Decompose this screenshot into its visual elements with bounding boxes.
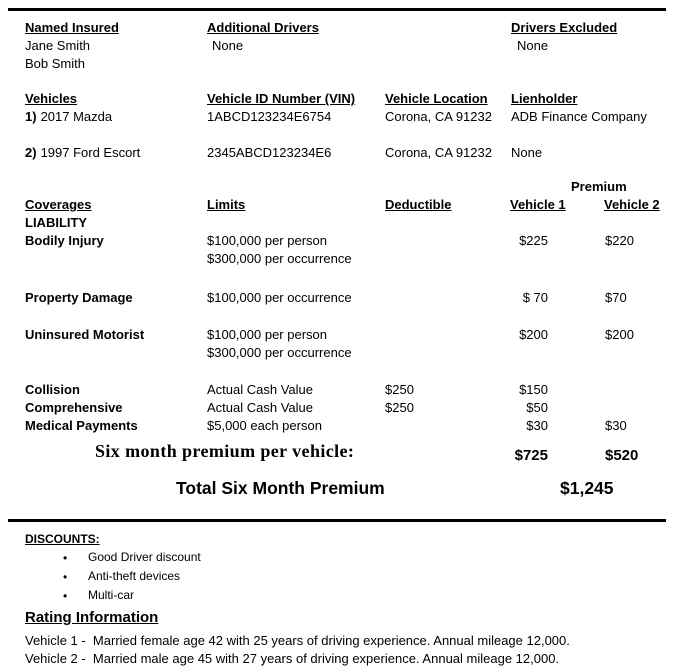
- discount-item-good-driver: Good Driver discount: [88, 550, 201, 564]
- comprehensive-deductible: $250: [385, 400, 414, 415]
- bodily-injury-limit-1: $100,000 per person: [207, 233, 327, 248]
- uninsured-motorist-limit-1: $100,000 per person: [207, 327, 327, 342]
- vehicle-location-heading: Vehicle Location: [385, 91, 488, 106]
- vehicles-heading: Vehicles: [25, 91, 78, 106]
- additional-drivers-value: None: [212, 38, 244, 53]
- coverage-comprehensive: Comprehensive: [25, 400, 123, 415]
- drivers-excluded-value: None: [517, 38, 549, 53]
- vehicle-row-2-lienholder: None: [511, 145, 543, 160]
- coverage-collision: Collision: [25, 382, 80, 397]
- property-damage-premium-v2: $70: [605, 290, 627, 305]
- coverage-property-damage: Property Damage: [25, 290, 133, 305]
- vin-heading: Vehicle ID Number (VIN): [207, 91, 356, 106]
- coverages-header: Coverages: [25, 197, 92, 212]
- six-month-premium-v1: $725: [514, 447, 548, 464]
- rating-line-vehicle-1: Vehicle 1 - Married female age 42 with 25 years of driving experience. Annual mileage 12,000.: [25, 633, 570, 648]
- named-insured-heading: Named Insured: [25, 20, 119, 35]
- collision-premium-v1: $150: [519, 382, 548, 397]
- vehicle1-header: Vehicle 1: [510, 197, 566, 212]
- coverage-medical-payments: Medical Payments: [25, 418, 138, 433]
- premium-label: Premium: [571, 179, 627, 194]
- rating-information-heading: Rating Information: [25, 609, 159, 626]
- drivers-excluded-heading: Drivers Excluded: [511, 20, 618, 35]
- vehicle-2-model: 1997 Ford Escort: [40, 145, 141, 160]
- total-premium-value: $1,245: [560, 478, 614, 498]
- bullet-icon: •: [63, 551, 68, 565]
- liability-section-label: LIABILITY: [25, 215, 88, 230]
- additional-drivers-heading: Additional Drivers: [207, 20, 319, 35]
- property-damage-premium-v1: $ 70: [522, 290, 548, 305]
- collision-deductible: $250: [385, 382, 414, 397]
- uninsured-motorist-limit-2: $300,000 per occurrence: [207, 345, 352, 360]
- vehicle-row-2-name: [25, 145, 140, 160]
- vehicle-row-1-lienholder: ADB Finance Company: [511, 109, 647, 124]
- top-rule: [8, 8, 666, 11]
- named-insured-name-1: Jane Smith: [25, 38, 91, 53]
- collision-limit: Actual Cash Value: [207, 382, 313, 397]
- vehicle-2-number: 2): [25, 145, 37, 160]
- medical-payments-premium-v2: $30: [605, 418, 627, 433]
- comprehensive-limit: Actual Cash Value: [207, 400, 313, 415]
- vehicle-row-1-location: Corona, CA 91232: [385, 109, 492, 124]
- vehicle-row-1-name: [25, 109, 112, 124]
- bullet-icon: •: [63, 589, 68, 603]
- vehicle-row-2-vin: 2345ABCD123234E6: [207, 145, 332, 160]
- medical-payments-limit: $5,000 each person: [207, 418, 322, 433]
- vehicle-row-2-location: Corona, CA 91232: [385, 145, 492, 160]
- uninsured-motorist-premium-v2: $200: [605, 327, 634, 342]
- total-premium-label: Total Six Month Premium: [176, 478, 385, 498]
- deductible-header: Deductible: [385, 197, 452, 212]
- named-insured-name-2: Bob Smith: [25, 56, 85, 71]
- discount-item-multi-car: Multi-car: [88, 588, 135, 602]
- vehicle-row-1-vin: 1ABCD123234E6754: [207, 109, 332, 124]
- coverage-bodily-injury: Bodily Injury: [25, 233, 104, 248]
- limits-header: Limits: [207, 197, 246, 212]
- separator-rule: [8, 519, 666, 522]
- coverage-uninsured-motorist: Uninsured Motorist: [25, 327, 145, 342]
- bodily-injury-premium-v1: $225: [519, 233, 548, 248]
- vehicle-1-model: 2017 Mazda: [40, 109, 113, 124]
- vehicle-1-number: 1): [25, 109, 37, 124]
- rating-line-vehicle-2: Vehicle 2 - Married male age 45 with 27 years of driving experience. Annual mileage 12,000.: [25, 651, 560, 666]
- uninsured-motorist-premium-v1: $200: [519, 327, 548, 342]
- comprehensive-premium-v1: $50: [526, 400, 548, 415]
- six-month-premium-label: Six month premium per vehicle:: [95, 441, 355, 461]
- lienholder-heading: Lienholder: [511, 91, 578, 106]
- discounts-heading: DISCOUNTS:: [25, 532, 100, 546]
- discount-item-anti-theft: Anti-theft devices: [88, 569, 181, 583]
- bullet-icon: •: [63, 570, 68, 584]
- six-month-premium-v2: $520: [605, 447, 639, 464]
- medical-payments-premium-v1: $30: [526, 418, 548, 433]
- bodily-injury-limit-2: $300,000 per occurrence: [207, 251, 352, 266]
- vehicle2-header: Vehicle 2: [604, 197, 660, 212]
- property-damage-limit: $100,000 per occurrence: [207, 290, 352, 305]
- bodily-injury-premium-v2: $220: [605, 233, 634, 248]
